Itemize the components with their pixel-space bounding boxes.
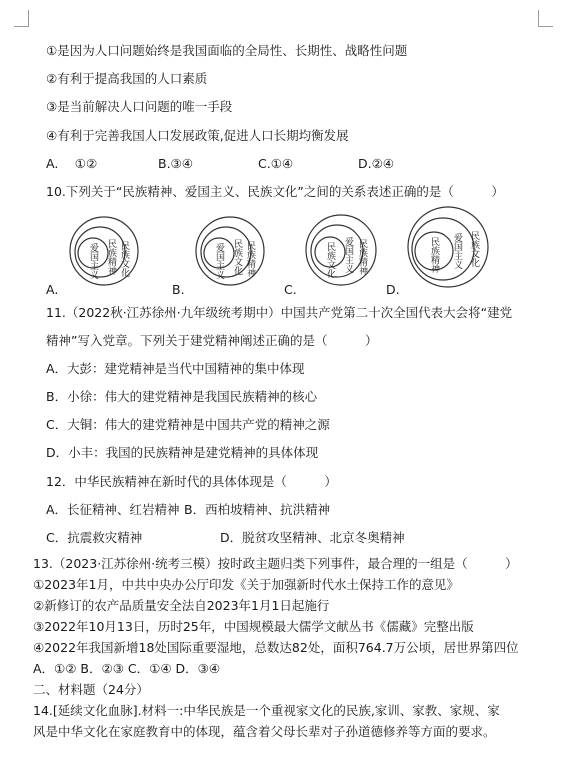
q10-diagram-b	[194, 215, 266, 287]
q10-d-inner-label: 民族精神	[429, 237, 439, 273]
q10-stem: 10.下列关于“民族精神、爱国主义、民族文化”之间的关系表述正确的是（ ）	[46, 184, 504, 199]
q13-item-3: ③2022年10月13日，历时25年，中国规模最大儒学文献丛书《儒藏》完整出版	[33, 619, 474, 634]
q10-option-c[interactable]: C.	[284, 282, 297, 297]
q11-option-b[interactable]: B．小徐：伟大的建党精神是我国民族精神的核心	[46, 389, 318, 404]
q12-option-a[interactable]: A．长征精神、红岩精神	[46, 502, 180, 517]
q9-option-d[interactable]: D.②④	[358, 156, 395, 171]
q10-d-middle-label: 爱国主义	[452, 233, 462, 269]
q11-stem-line-2: 精神”写入党章。下列关于建党精神阐述正确的是（ ）	[46, 333, 378, 348]
crop-mark-top-left	[14, 10, 29, 27]
q13-stem: 13.（2023·江苏徐州·统考三模）按时政主题归类下列事件，最合理的一组是（ ）	[33, 556, 518, 571]
q11-option-c[interactable]: C．大铜：伟大的建党精神是中国共产党的精神之源	[46, 417, 330, 432]
q13-item-2: ②新修订的农产品质量安全法自2023年1月1日起施行	[33, 598, 330, 613]
q10-d-outer-label: 民族文化	[469, 231, 479, 267]
q10-c-inner-label: 民族文化	[325, 242, 335, 278]
q10-a-inner-label: 爱国主义	[88, 243, 98, 279]
q10-diagram-c	[304, 213, 378, 287]
q9-option-b[interactable]: B.③④	[158, 156, 193, 171]
q12-option-c[interactable]: C．抗震救灾精神	[46, 530, 143, 545]
q10-b-middle-label: 民族文化	[232, 239, 242, 275]
q9-option-c[interactable]: C.①④	[258, 156, 294, 171]
q12-option-d[interactable]: D．脱贫攻坚精神、北京冬奥精神	[220, 530, 405, 545]
q9-item-1: ①是因为人口问题始终是我国面临的全局性、长期性、战略性问题	[46, 43, 408, 58]
q9-item-2: ②有利于提高我国的人口素质	[46, 71, 208, 86]
q13-item-4: ④2022年我国新增18处国际重要湿地，总数达82处，面积764.7万公顷，居世界第四位	[33, 640, 519, 655]
q10-b-outer-label: 民族精神	[245, 241, 255, 277]
q14-line-1: 14.[延续文化血脉].材料一:中华民族是一个重视家文化的民族,家训、家教、家规、家	[33, 703, 500, 718]
q10-option-d[interactable]: D.	[386, 282, 400, 297]
crop-mark-top-right	[538, 10, 553, 27]
q10-a-middle-label: 民族精神	[106, 239, 116, 275]
q10-b-inner-label: 爱国主义	[214, 243, 224, 279]
q12-option-b[interactable]: B．西柏坡精神、抗洪精神	[184, 502, 331, 517]
q11-option-d[interactable]: D．小丰：我国的民族精神是建党精神的具体体现	[46, 445, 319, 460]
q10-c-outer-label: 民族精神	[357, 239, 367, 275]
q14-line-2: 风是中华文化在家庭教育中的体现，蕴含着父母长辈对子孙道德修养等方面的要求。	[33, 724, 496, 739]
q10-a-outer-label: 民族文化	[119, 241, 129, 277]
q9-item-3: ③是当前解决人口问题的唯一手段	[46, 99, 233, 114]
q10-option-b[interactable]: B.	[172, 282, 185, 297]
q11-option-a[interactable]: A．大彭：建党精神是当代中国精神的集中体现	[46, 361, 305, 376]
q9-item-4: ④有利于完善我国人口发展政策,促进人口长期均衡发展	[46, 128, 349, 143]
q9-option-a[interactable]: A. ①②	[46, 156, 98, 171]
q12-stem: 12．中华民族精神在新时代的具体体现是（ ）	[46, 474, 337, 489]
q13-item-1: ①2023年1月，中共中央办公厅印发《关于加强新时代水土保持工作的意见》	[33, 577, 459, 592]
q11-stem-line-1: 11.（2022秋·江苏徐州·九年级统考期中）中国共产党第二十次全国代表大会将“建党	[46, 305, 513, 320]
q10-c-middle-label: 爱国主义	[343, 237, 353, 273]
q13-options[interactable]: A．①② B．②③ C．①④ D．③④	[33, 661, 221, 676]
q10-option-a[interactable]: A.	[46, 282, 59, 297]
q10-diagram-d	[406, 205, 490, 289]
q10-diagram-a	[68, 215, 140, 287]
section-heading: 二、材料题（24分）	[33, 682, 149, 697]
